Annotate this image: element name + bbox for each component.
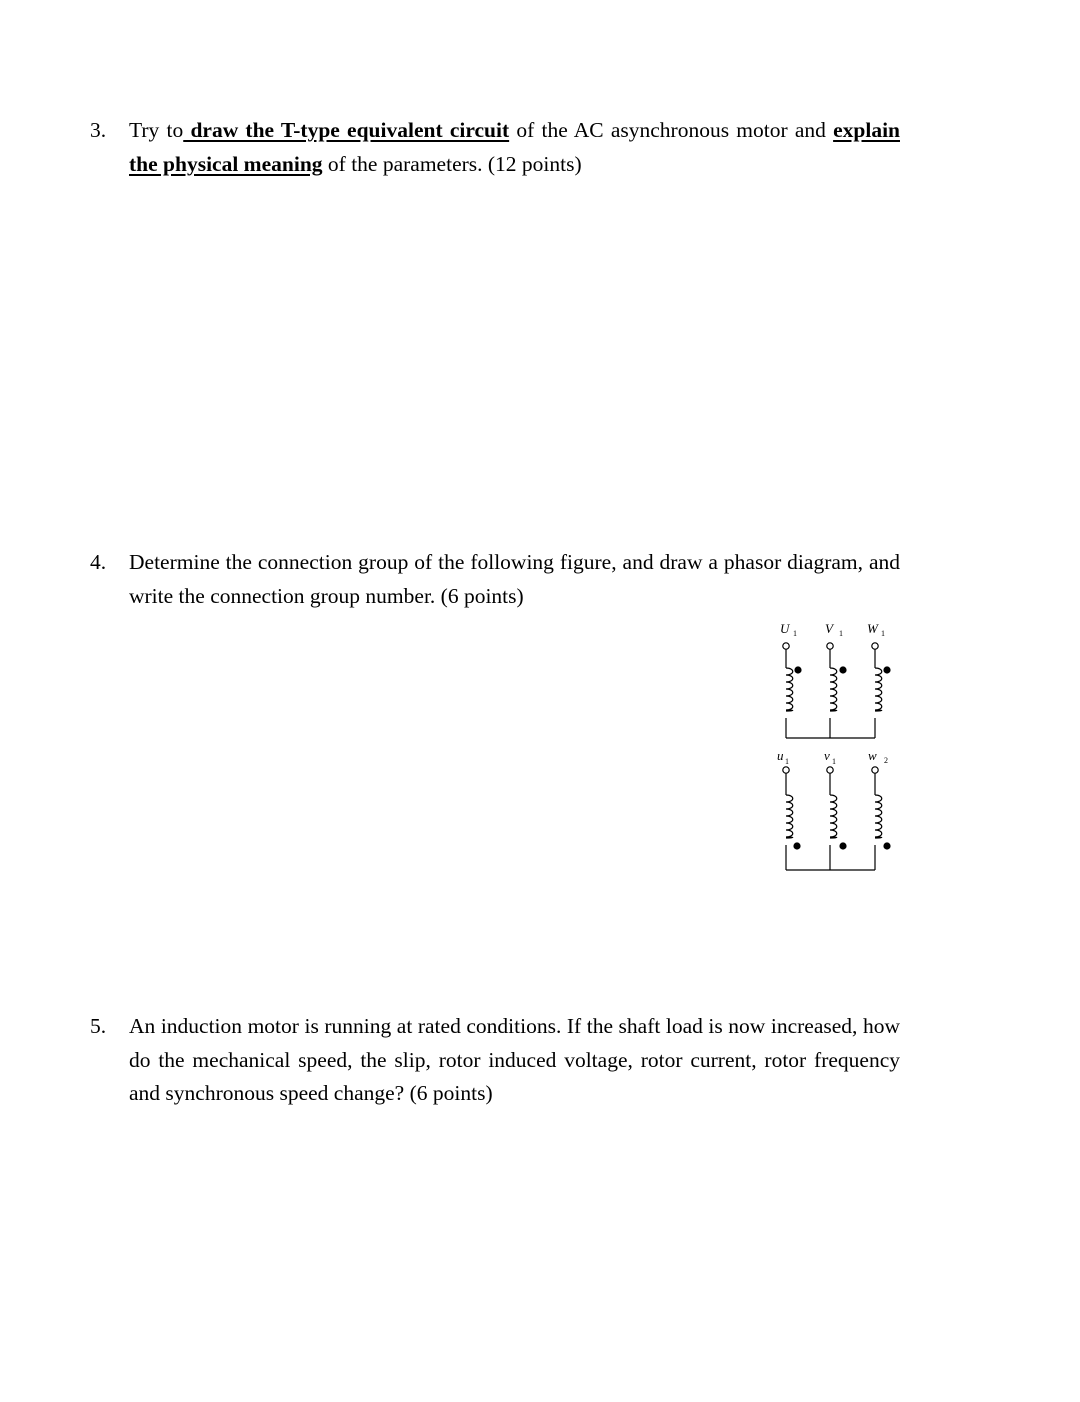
label-subscript: 1 (793, 629, 797, 638)
label-letter: W (867, 621, 878, 636)
label-letter: w (868, 748, 877, 763)
question-number: 5. (90, 1014, 107, 1038)
label-U1 (780, 621, 797, 638)
terminal-circle (827, 767, 833, 773)
polarity-dot (839, 842, 846, 849)
label-W1 (867, 621, 885, 638)
terminal-circle (783, 643, 789, 649)
label-subscript: 2 (884, 756, 888, 765)
label-letter: U (780, 621, 790, 636)
secondary-windings (783, 767, 882, 870)
terminal-circle (872, 767, 878, 773)
emphasis-explain-meaning: explain the physical meaning (129, 118, 900, 176)
question-4 (90, 546, 900, 613)
emphasis-draw-circuit: draw the T-type equivalent circuit (183, 118, 510, 142)
question-text (129, 114, 900, 181)
question-number: 3. (90, 118, 107, 142)
label-subscript: 1 (832, 757, 836, 766)
label-v1 (824, 748, 836, 766)
transformer-winding-diagram (768, 618, 898, 873)
terminal-circle (827, 643, 833, 649)
question-text-part: Try to (129, 118, 184, 142)
terminal-circle (872, 643, 878, 649)
label-w2 (868, 748, 888, 765)
question-3 (90, 114, 900, 181)
question-text-part: of the parameters. (12 points) (322, 151, 582, 176)
primary-windings (783, 643, 882, 738)
polarity-dot (794, 666, 801, 673)
label-subscript: 1 (785, 757, 789, 766)
coil (875, 668, 882, 711)
label-V1 (825, 621, 843, 638)
label-letter: u (777, 748, 784, 763)
label-letter: v (824, 748, 830, 763)
coil (830, 795, 837, 838)
coil (786, 668, 793, 711)
label-letter: V (825, 621, 833, 636)
question-text-part: of the AC asynchronous motor and (509, 118, 834, 142)
label-subscript: 1 (839, 629, 843, 638)
coil (875, 795, 882, 838)
terminal-circle (783, 767, 789, 773)
secondary-polarity-dots (793, 842, 890, 849)
label-subscript: 1 (881, 629, 885, 638)
label-u1 (777, 748, 789, 766)
question-text: Determine the connection group of the following figure, and draw a phasor diagram, and write the connection group number. (6 points) (129, 550, 900, 608)
polarity-dot (839, 666, 846, 673)
polarity-dot (883, 666, 890, 673)
polarity-dot (883, 842, 890, 849)
coil (830, 668, 837, 711)
polarity-dot (793, 842, 800, 849)
coil (786, 795, 793, 838)
question-number: 4. (90, 550, 107, 574)
question-5 (90, 1010, 900, 1111)
question-text: An induction motor is running at rated conditions. If the shaft load is now increased, how do the mechanical speed, the slip, rotor induced voltage, rotor current, rotor frequency and synchronous speed change? (6 points) (129, 1014, 900, 1105)
